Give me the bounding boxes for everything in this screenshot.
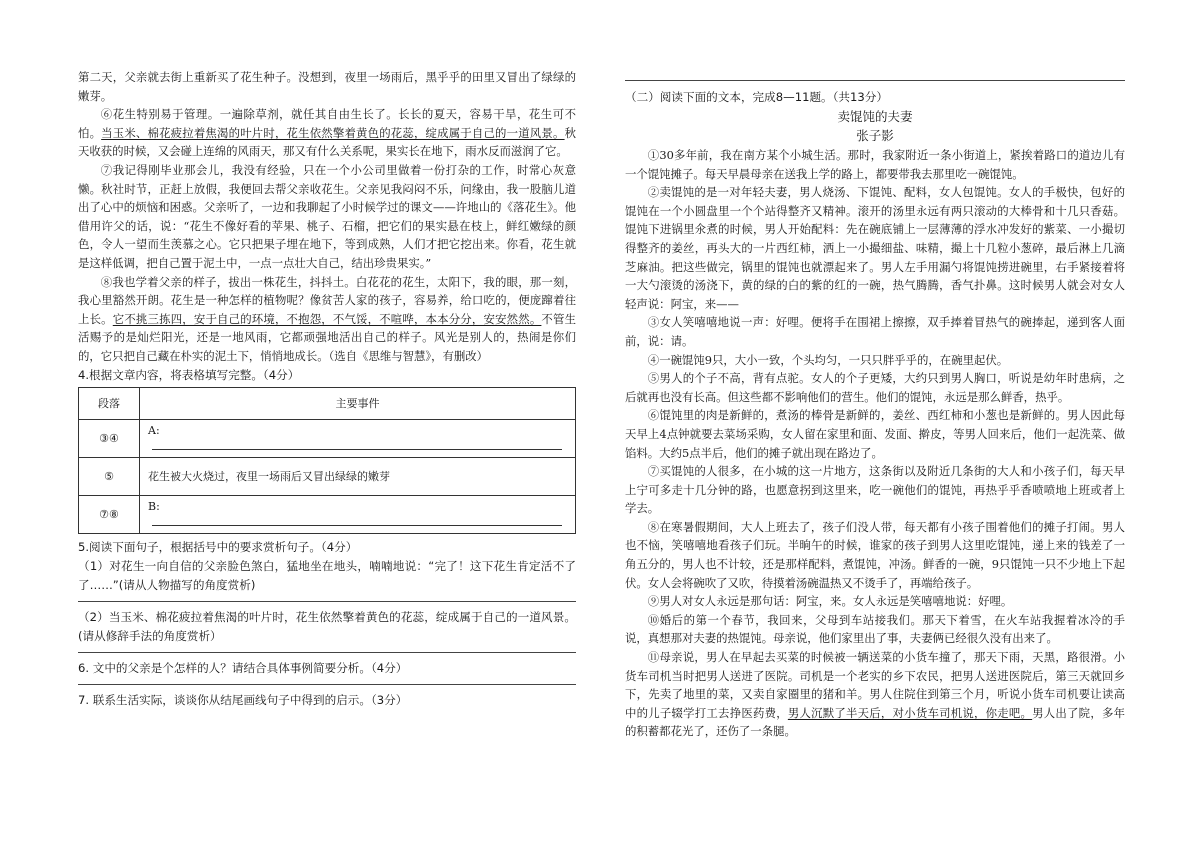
question-5-2: （2）当玉米、棉花疲拉着焦渴的叶片时，花生依然擎着黄色的花蕊，绽成属于自己的一道风景。(请从修辞手法的角度赏析） <box>78 609 576 643</box>
table-head-event: 主要事件 <box>140 387 576 419</box>
answer-line[interactable] <box>152 437 562 450</box>
answer-line[interactable] <box>78 652 576 653</box>
article-paragraph-7: ⑦买馄饨的人很多，在小城的这一片地方，这条街以及附近几条街的大人和小孩子们，每天早上宁可多走十几分钟的路，也愿意拐到这里来，吃一碗他们的馄饨，再热乎乎香喷喷地上班或者上学去。 <box>625 464 1125 516</box>
table-head-para: 段落 <box>79 387 140 419</box>
article-title: 卖馄饨的夫妻 <box>837 109 913 124</box>
article-paragraph-6: ⑥馄饨里的肉是新鲜的，煮汤的棒骨是新鲜的，姜丝、西红柿和小葱也是新鲜的。男人因此每天早上4点钟就要去菜场采购，女人留在家里和面、发面、擀皮，等男人回来后，他们一起洗菜、做馅料。大约5点半后，他们的摊子就出现在路边了。 <box>625 408 1125 460</box>
table-row: ⑤ 花生被大火烧过，夜里一场雨后又冒出绿绿的嫩芽 <box>79 457 576 495</box>
underlined-sentence: 男人沉默了半天后，对小货车司机说，你走吧。 <box>787 705 1033 720</box>
section-heading: （二）阅读下面的文本，完成8—11题。（共13分） <box>625 90 888 104</box>
paragraph-8: ⑧我也学着父亲的样子，拔出一株花生，抖抖土。白花花的花生，太阳下，我的眼，那一刻，我心里豁然开朗。花生是一种怎样的植物呢？像贫苦人家的孩子，容易养，给口吃的，便庞蹿着往上长。它不挑三拣四，安于自己的环境，不抱怨，不气馁，不喧哗，本本分分，安安然然。不管生活赐予的是灿烂阳光，还是一地风雨，它都顽强地活出自己的样子。风光是别人的，热闹是你们的，它只把自己藏在朴实的泥土下，悄悄地成长。（选自《思维与智慧》，有删改） <box>78 274 576 363</box>
answer-cell-b[interactable]: B: <box>140 495 576 533</box>
paragraph-6: ⑥花生特别易于管理。一遍除草剂，就任其自由生长了。长长的夏天，容易干旱，花生可不怕。当玉米、棉花疲拉着焦渴的叶片时，花生依然擎着黄色的花蕊，绽成属于自己的一道风景。秋天收获的时候，又会碰上连绵的风雨天，那又有什么关系呢，果实长在地下，雨水反而滋润了它。 <box>78 107 576 159</box>
question-4: 4.根据文章内容，将表格填写完整。（4分） <box>78 367 300 382</box>
table-header <box>79 387 576 419</box>
article-paragraph-2: ②卖馄饨的是一对年轻夫妻，男人烧汤、下馄饨、配料，女人包馄饨。女人的手极快，包好的馄饨在一个小圆盘里一个个站得整齐又精神。滚开的汤里永远有两只滚动的大棒骨和十几只香菇。馄饨下进锅里氽煮的时候，男人开始配料：先在碗底铺上一层薄薄的浮水冲发好的紫菜、一小撮切得整齐的姜丝，再头大的一片西红柿，洒上一小撮细盐、味精，撮上十几粒小葱碎，最后淋上几滴芝麻油。把这些做完，锅里的馄饨也就漂起来了。男人左手用漏勺将馄饨捞进碗里，右手紧接着将一大勺滚烫的汤浇下，黄的绿的白的紫的红的一碗，热气腾腾，香气扑鼻。这时候男人就会对女人轻声说：阿宝，来—— <box>625 185 1125 311</box>
answer-line[interactable] <box>78 601 576 602</box>
article-paragraph-3: ③女人笑嘻嘻地说一声：好哩。便将手在围裙上擦擦，双手捧着冒热气的碗捧起，递到客人面前，说：请。 <box>625 315 1125 348</box>
answer-cell-a[interactable]: A: <box>140 419 576 457</box>
article-paragraph-1: ①30多年前，我在南方某个小城生活。那时，我家附近一条小街道上，紧挨着路口的道边儿有一个馄饨摊子。每天早晨母亲在送我上学的路上，都要带我去那里吃一碗馄饨。 <box>625 148 1125 181</box>
left-column <box>78 68 576 710</box>
right-column <box>625 88 1125 741</box>
ending-underlined-sentence: 它不挑三拣四，安于自己的环境，不抱怨，不气馁，不喧哗，本本分分，安安然然。 <box>112 311 542 326</box>
question-7: 7. 联系生活实际，谈谈你从结尾画线句子中得到的启示。（3分） <box>78 692 408 707</box>
divider <box>625 80 1125 81</box>
question-6: 6. 文中的父亲是个怎样的人？请结合具体事例简要分析。（4分） <box>78 660 408 675</box>
article-paragraph-10: ⑩婚后的第一个春节，我回来，父母到车站接我们。那天下着雪，在火车站我握着冰冷的手说，真想那对夫妻的热馄饨。母亲说，他们家里出了事，夫妻俩已经很久没有出来了。 <box>625 612 1125 646</box>
article-paragraph-5: ⑤男人的个子不高，背有点驼。女人的个子更矮，大约只到男人胸口，听说是幼年时患病，之后就再也没有长高。但这些都不影响他们的营生。他们的馄饨，永远是那么鲜香，热乎。 <box>625 371 1125 404</box>
underlined-sentence: 当玉米、棉花疲拉着焦渴的叶片时，花生依然擎着黄色的花蕊，绽成属于自己的一道风景。 <box>101 125 565 140</box>
events-table <box>78 387 576 534</box>
table-row: ⑦⑧ B: <box>79 495 576 533</box>
paragraph-7: ⑦我记得刚毕业那会儿，我没有经验，只在一个小公司里做着一份打杂的工作，时常心灰意懒。秋社时节，正赶上放假，我便回去帮父亲收花生。父亲见我闷闷不乐，问缘由，我一股脑儿道出了心中的烦恼和困惑。父亲听了，一边和我聊起了小时候学过的课文——许地山的《落花生》。他借用许父的话，说：“花生不像好看的苹果、桃子、石榴，把它们的果实悬在枝上，鲜红嫩绿的颜色，令人一望而生羡慕之心。它只把果子埋在地下，等到成熟，人们才把它挖出来。你看，花生就是这样低调，把自己置于泥土中，一点一点壮大自己，结出珍贵果实。” <box>78 162 576 270</box>
question-5: 5.阅读下面句子，根据括号中的要求赏析句子。（4分） <box>78 539 358 554</box>
article-author: 张子影 <box>856 128 894 143</box>
answer-line[interactable] <box>78 684 576 685</box>
table-row: ③④ A: <box>79 419 576 457</box>
article-paragraph-8: ⑧在寒暑假期间，大人上班去了，孩子们没人带，每天都有小孩子围着他们的摊子打闹。男人也不恼，笑嘻嘻地看孩子们玩。半晌午的时候，谁家的孩子到男人这里吃馄饨，递上来的钱差了一角五分的，男人也不计较，还是那样配料，煮馄饨，冲汤。鲜香的一碗，9只馄饨一只不少地上下起伏。女人会将碗吹了又吹，待摸着汤碗温热又不烫手了，再端给孩子。 <box>625 519 1125 590</box>
article-paragraph-9: ⑨男人对女人永远是那句话：阿宝，来。女人永远是笑嘻嘻地说：好哩。 <box>647 594 1013 609</box>
question-5-1: （1）对花生一向自信的父亲脸色煞白，猛地坐在地头，喃喃地说：“完了！这下花生肯定活不了了……”(请从人物描写的角度赏析) <box>78 558 576 592</box>
article-paragraph-11: ⑪母亲说，男人在早起去买菜的时候被一辆送菜的小货车撞了，那天下雨，天黑，路很滑。小货车司机当时把男人送进了医院。司机是一个老实的乡下农民，把男人送进医院后，第三天就回乡下，先卖了地里的菜，又卖自家圈里的猪和羊。男人住院住到第三个月，听说小货车司机要让读高中的儿子辍学打工去挣医药费，男人沉默了半天后，对小货车司机说，你走吧。男人出了院，多年的积蓄都花光了，还伤了一条腿。 <box>625 650 1125 739</box>
answer-line[interactable] <box>152 513 562 526</box>
article-paragraph-4: ④一碗馄饨9只，大小一致，个头均匀，一只只胖乎乎的，在碗里起伏。 <box>647 352 1009 367</box>
paragraph-5: 第二天，父亲就去街上重新买了花生种子。没想到，夜里一场雨后，黑乎乎的田里又冒出了绿绿的嫩芽。 <box>78 70 576 103</box>
